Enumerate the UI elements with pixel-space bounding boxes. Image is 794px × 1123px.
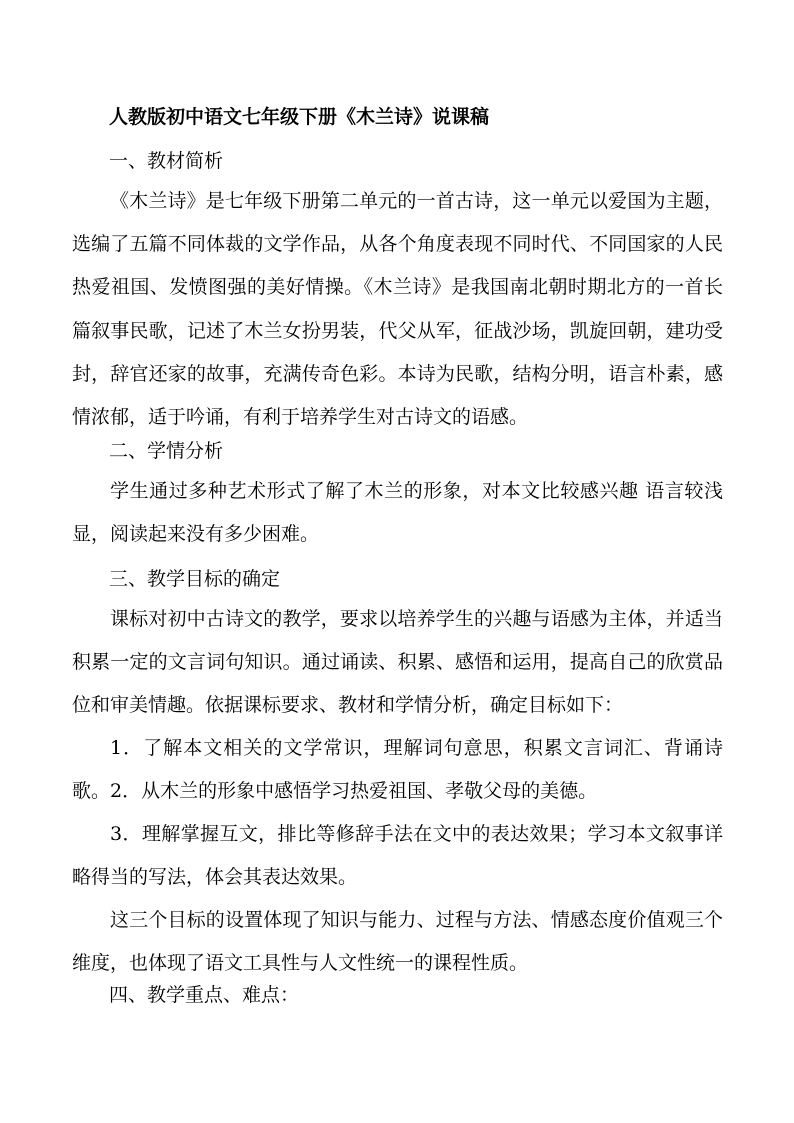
paragraph-student-analysis: 学生通过多种艺术形式了解了木兰的形象，对本文比较感兴趣 语言较浅显，阅读起来没有多少困难。 [72, 480, 723, 546]
paragraph-textbook-analysis: 《木兰诗》是七年级下册第二单元的一首古诗，这一单元以爱国为主题，选编了五篇不同体裁的文学作品，从各个角度表现不同时代、不同国家的人民热爱祖国、发愤图强的美好情操。《木兰诗》是我国南北朝时期北方的一首长篇叙事民歌，记述了木兰女扮男装，代父从军，征战沙场，凯旋回朝，建功受封，辞官还家的故事，充满传奇色彩。本诗为民歌，结构分明，语言朴素，感情浓郁，适于吟诵，有利于培养学生对古诗文的语感。 [72, 190, 723, 429]
section-heading-key-points: 四、教学重点、难点： [109, 984, 300, 1006]
paragraph-goals-summary: 这三个目标的设置体现了知识与能力、过程与方法、情感态度价值观三个维度，也体现了语文工具性与人文性统一的课程性质。 [72, 909, 723, 975]
section-heading-teaching-goals: 三、教学目标的确定 [109, 568, 281, 590]
section-heading-textbook-analysis: 一、教材简析 [109, 150, 224, 172]
goal-item-1: 1．了解本文相关的文学常识，理解词句意思，积累文言词汇、背诵诗歌。 [72, 737, 723, 803]
document-title: 人教版初中语文七年级下册《木兰诗》说课稿 [109, 106, 490, 128]
goal-item-2: 2．从木兰的形象中感悟学习热爱祖国、孝敬父母的美德。 [110, 780, 598, 802]
goal-item-3: 3．理解掌握互文，排比等修辞手法在文中的表达效果；学习本文叙事详略得当的写法，体会其表达效果。 [72, 823, 723, 889]
paragraph-teaching-goals: 课标对初中古诗文的教学，要求以培养学生的兴趣与语感为主体，并适当积累一定的文言词句知识。通过诵读、积累、感悟和运用，提高自己的欣赏品位和审美情趣。依据课标要求、教材和学情分析，确定目标如下： [72, 608, 723, 717]
section-heading-student-analysis: 二、学情分析 [109, 440, 224, 462]
